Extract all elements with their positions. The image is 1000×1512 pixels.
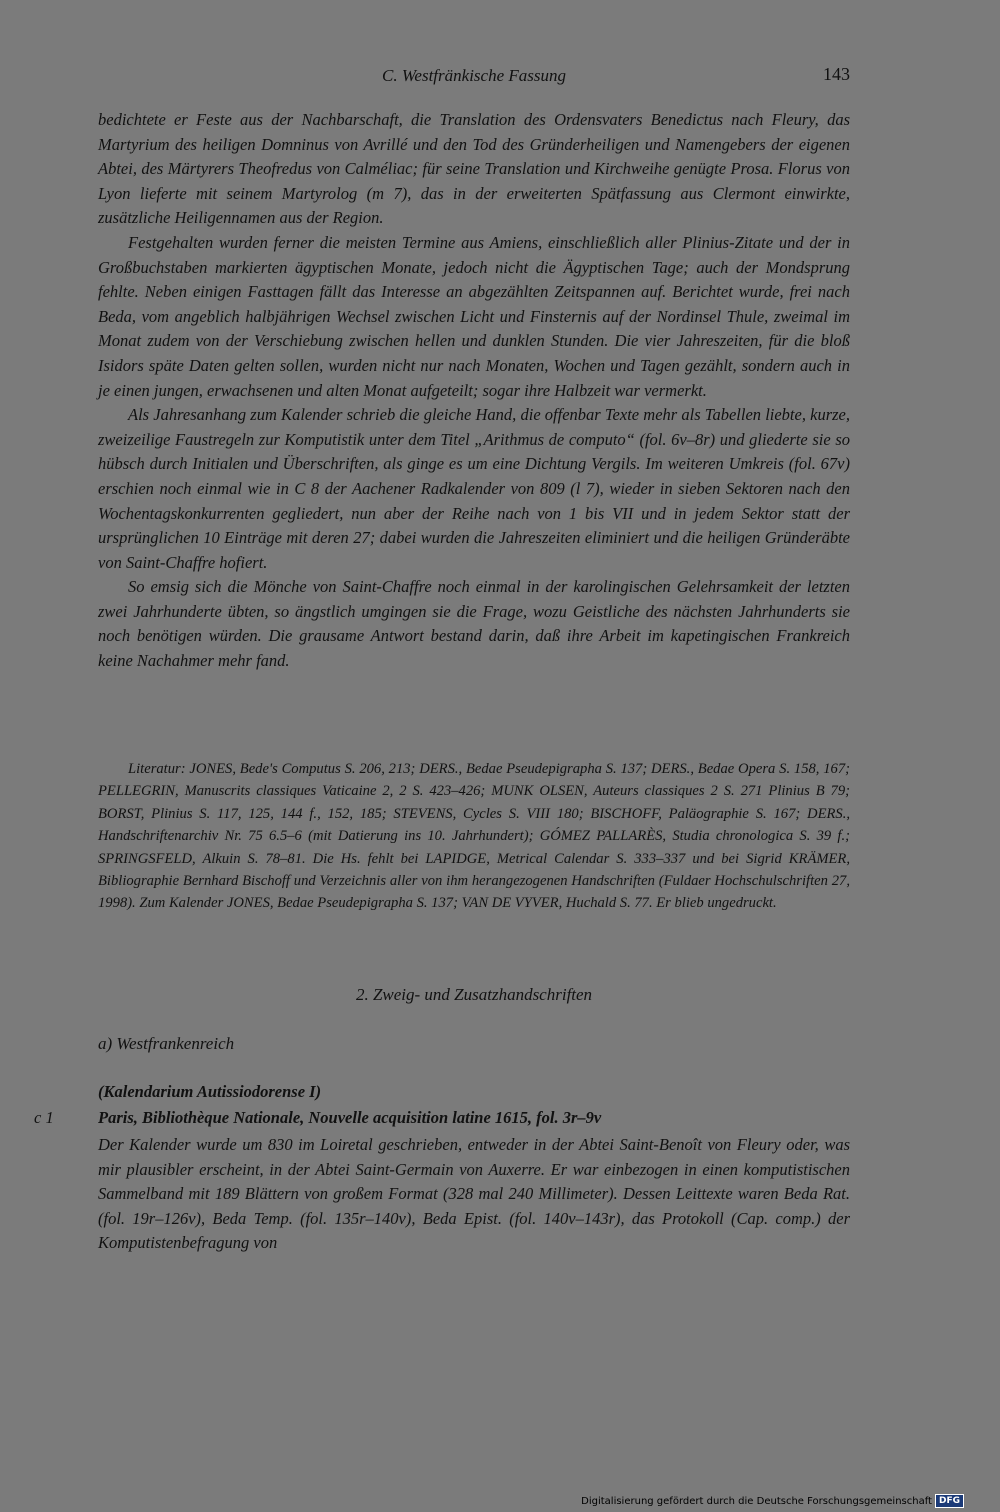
literature-note: Literatur: JONES, Bede's Computus S. 206, 213; DERS., Bedae Pseudepigrapha S. 137; DERS., Bedae Opera S. 158, 167; PELLEGRIN, Manuscrits classiques Vaticaine 2, 2 S. 423–426; MUNK OLSEN, Auteurs classiques 2 S. 271 Plinius B 79; BORST, Plinius S. 117, 125, 144 f., 152, 185; STEVENS, Cycles S. VIII 180; BISCHOFF, Paläographie S. 167; DERS., Handschriftenarchiv Nr. 75 6.5–6 (mit Datierung ins 10. Jahrhundert); GÓMEZ PALLARÈS, Studia chronologica S. 39 f.; SPRINGSFELD, Alkuin S. 78–81. Die Hs. fehlt bei LAPIDGE, Metrical Calendar S. 333–337 und bei Sigrid KRÄMER, Bibliographie Bernhard Bischoff und Verzeichnis aller von ihm herangezogenen Handschriften (Fuldaer Hochschulschriften 27, 1998). Zum Kalender JONES, Bedae Pseudepigrapha S. 137; VAN DE VYVER, Huchald S. 77. Er blieb ungedruckt. bbox=[98, 761, 850, 912]
section-heading: 2. Zweig- und Zusatzhandschriften bbox=[355, 985, 593, 1004]
body-text bbox=[98, 108, 850, 674]
page-number: 143 bbox=[823, 64, 850, 84]
paragraph: Festgehalten wurden ferner die meisten Termine aus Amiens, einschließlich aller Plinius-Zitate und der in Großbuchstaben markierten ägyptischen Monate, jedoch nicht die Ägyptischen Tage; auch der Mondsprung fehlte. Neben einigen Fasttagen fällt das Interesse an abgezählten Zeitspannen auf. Berichtet wurde, frei nach Beda, vom angeblich halbjährigen Wechsel zwischen Licht und Finsternis auf der Nordinsel Thule, zweimal im Monat zudem von der Verschiebung zwischen hellen und dunklen Stunden. Die vier Jahreszeiten, für die bloß Isidors späte Daten gelten sollen, wurden nicht nur nach Monaten, Wochen und Tagen gezählt, sondern auch in je einen jungen, erwachsenen und alten Monat aufgeteilt; sogar ihre Halbzeit war vermerkt. bbox=[98, 232, 850, 400]
entry-shelfmark: Paris, Bibliothèque Nationale, Nouvelle acquisition latine 1615, fol. 3r–9v bbox=[98, 1108, 602, 1127]
paragraph: Als Jahresanhang zum Kalender schrieb die gleiche Hand, die offenbar Texte mehr als Tabellen liebte, kurze, zweizeilige Faustregeln zur Komputistik unter dem Titel „Arithmus de computo“ (fol. 6v–8r) und gliederte sie so hübsch durch Initialen und Überschriften, als ginge es um eine Dichtung Vergils. Im weiteren Umkreis (fol. 67v) erschien noch einmal wie in C 8 der Aachener Radkalender von 809 (l 7), wieder in sieben Sektoren nach den Wochentagskonkurrenten gegliedert, nun aber der Reihe nach von 1 bis VII und in jedem Sektor statt der ursprünglichen 10 Einträge mit deren 27; dabei wurden die Jahreszeiten eliminiert und die heiligen Gründeräbte von Saint-Chaffre hofiert. bbox=[98, 405, 850, 572]
page-header bbox=[98, 64, 850, 94]
dfg-logo: DFG bbox=[935, 1494, 964, 1508]
digitization-credit bbox=[581, 1494, 964, 1508]
entry-title: (Kalendarium Autissiodorense I) bbox=[98, 1082, 322, 1101]
entry-text: Der Kalender wurde um 830 im Loiretal geschrieben, entweder in der Abtei Saint-Benoît von Fleury oder, was mir plausibler erscheint, in der Abtei Saint-Germain von Auxerre. Er war einbezogen in einen komputistischen Sammelband mit 189 Blättern von großem Format (328 mal 240 Millimeter). Dessen Leittexte waren Beda Rat. (fol. 19r–126v), Beda Temp. (fol. 135r–140v), Beda Epist. (fol. 140v–143r), das Protokoll (Cap. comp.) der Komputistenbefragung von bbox=[98, 1135, 850, 1253]
paragraph: So emsig sich die Mönche von Saint-Chaffre noch einmal in der karolingischen Gelehrsamkeit der letzten zwei Jahrhunderte übten, so ängstlich umgingen sie die Frage, wozu Geistliche des nächsten Jahrhunderts sie noch benötigen würden. Die grausame Antwort bestand darin, daß ihre Arbeit im kapetingischen Frankreich keine Nachahmer mehr fand. bbox=[98, 577, 850, 671]
running-head: C. Westfränkische Fassung bbox=[381, 66, 566, 85]
paragraph: bedichtete er Feste aus der Nachbarschaft, die Translation des Ordensvaters Benedictus nach Fleury, das Martyrium des heiligen Domninus von Avrillé und den Tod des Gründerheiligen und Namengebers der eigenen Abtei, des Märtyrers Theofredus von Calméliac; für seine Translation und Kirchweihe genügte Prosa. Florus von Lyon lieferte mit seinem Martyrolog (m 7), das in der erweiterten Spätfassung aus Clermont einwirkte, zusätzliche Heiligennamen aus der Region. bbox=[98, 110, 850, 228]
entry-siglum: c 1 bbox=[34, 1108, 54, 1127]
subsection-heading: a) Westfrankenreich bbox=[98, 1034, 235, 1053]
credit-text: Digitalisierung gefördert durch die Deutsche Forschungsgemeinschaft bbox=[581, 1495, 932, 1507]
